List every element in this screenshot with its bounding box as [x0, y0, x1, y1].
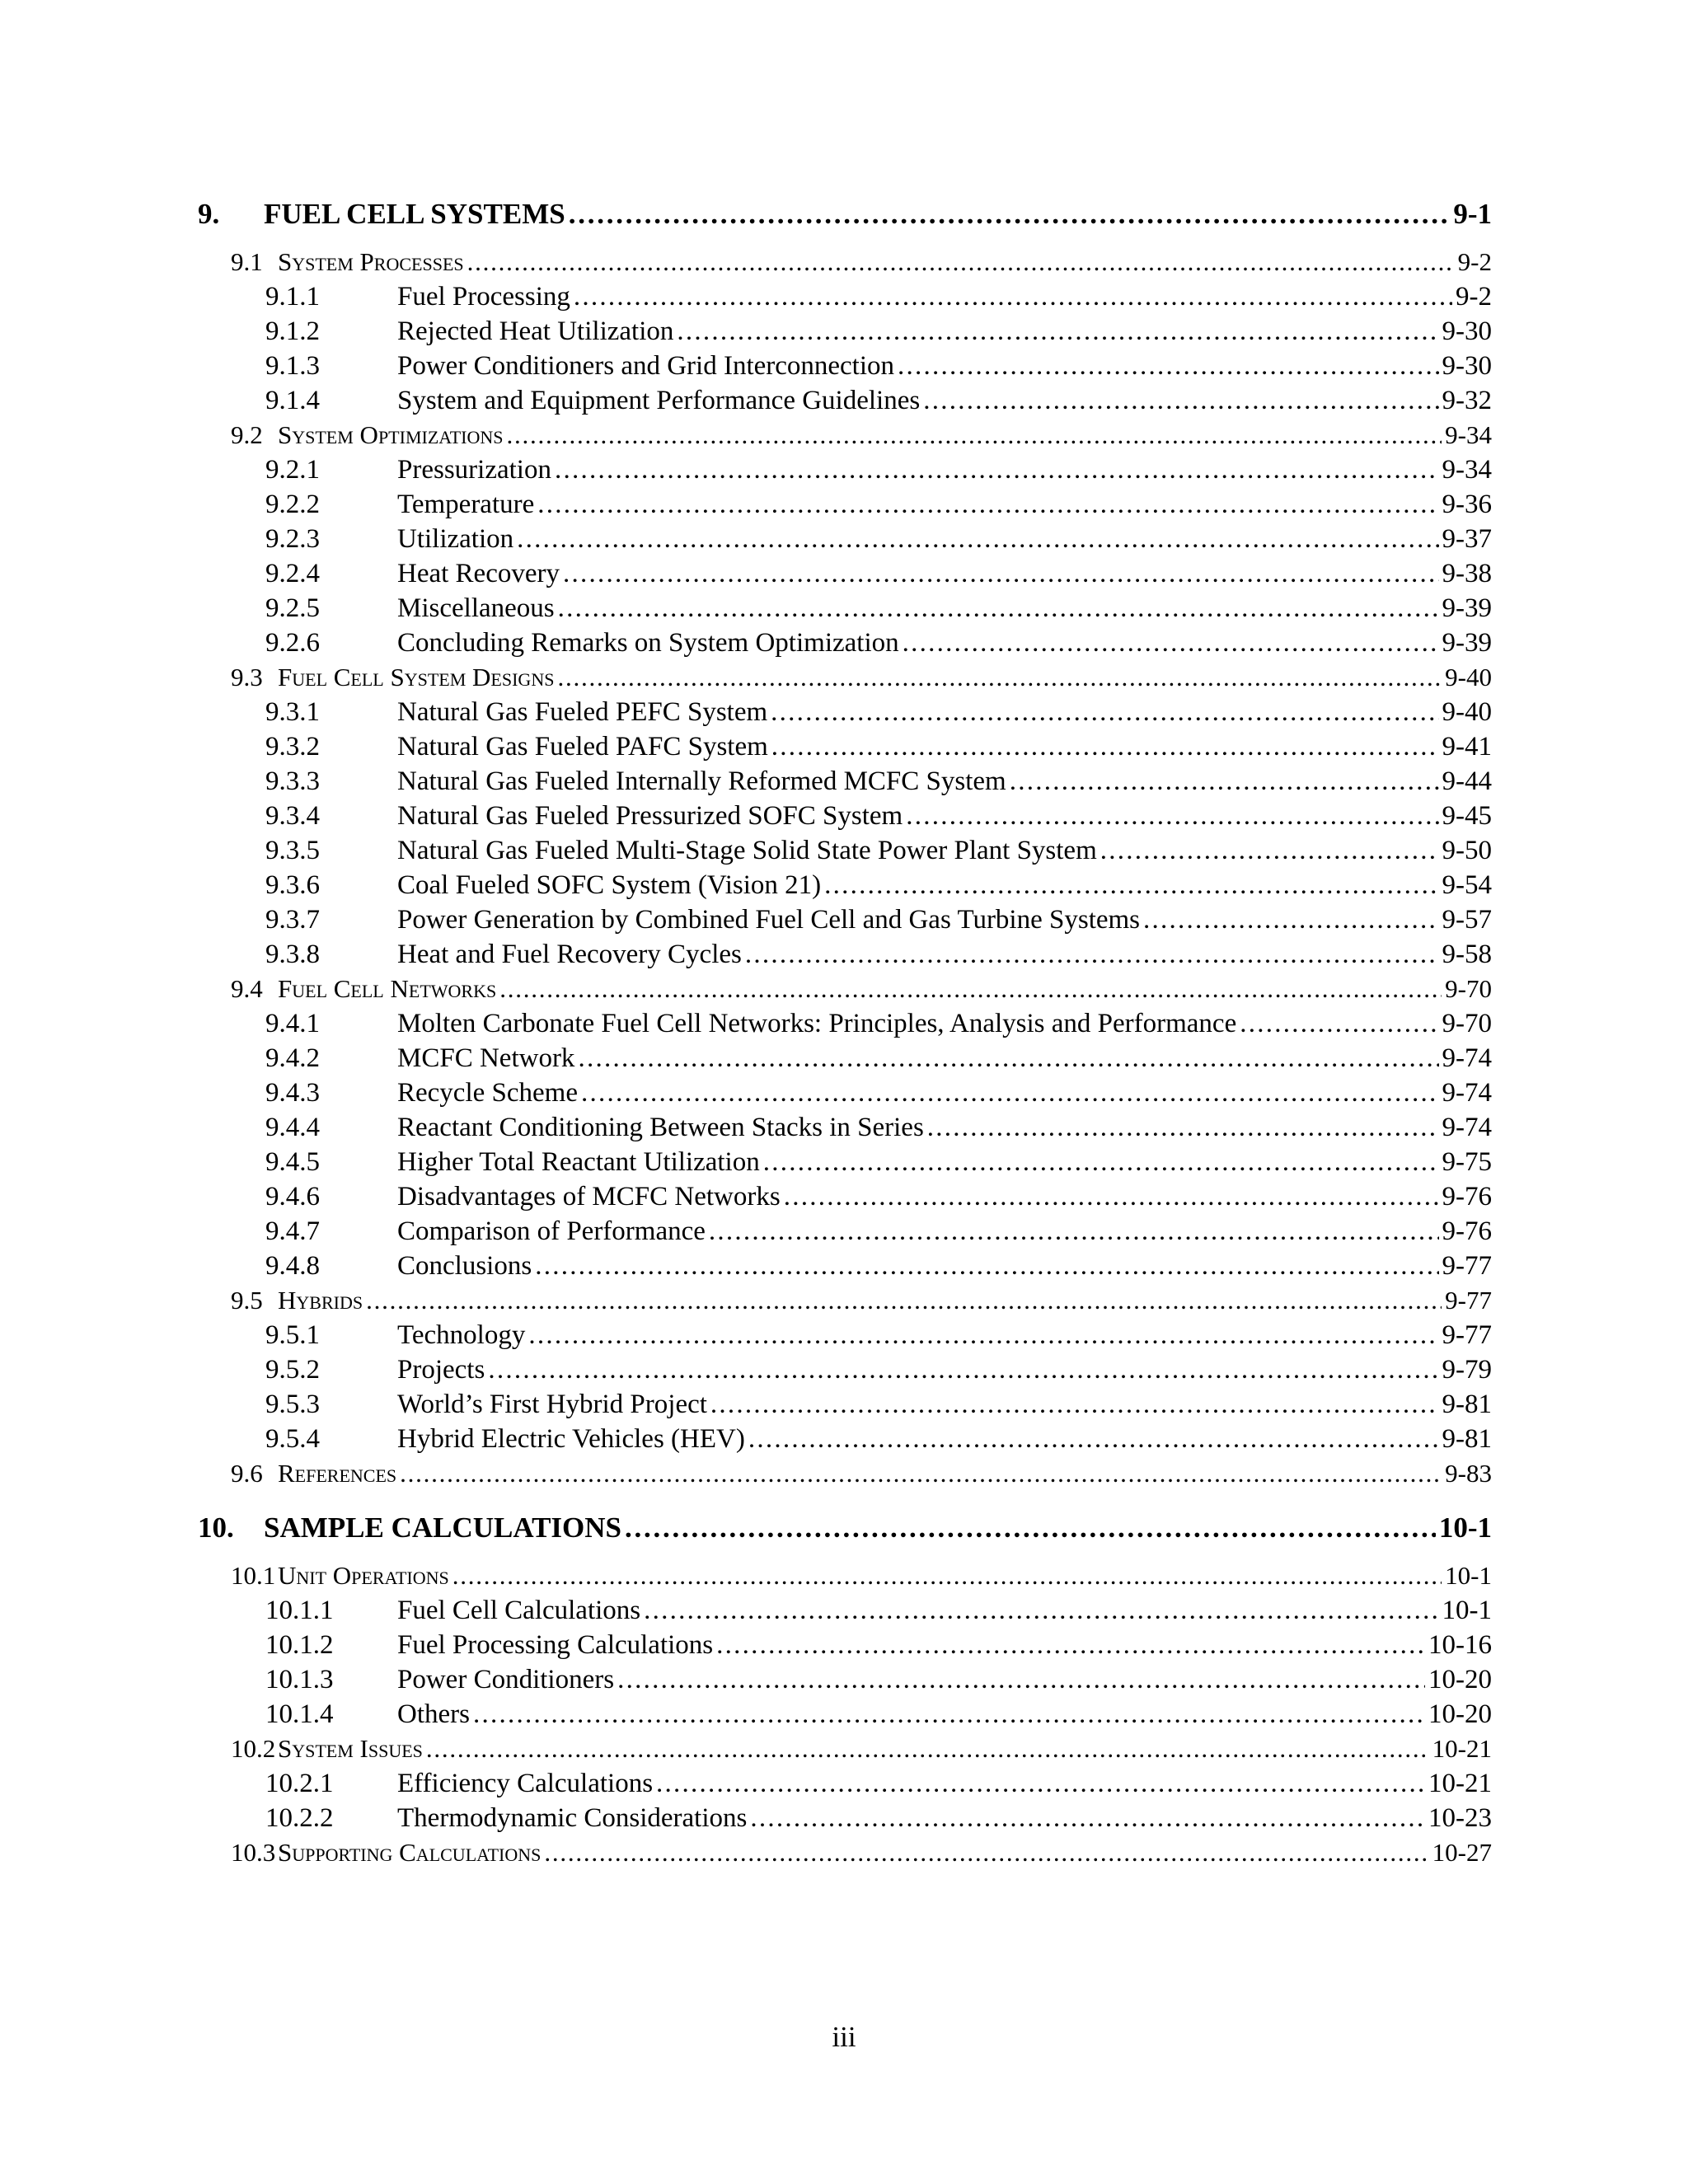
toc-subsection-page[interactable]: 9-41	[1442, 732, 1492, 762]
toc-subsection-page[interactable]: 9-70	[1442, 1009, 1492, 1038]
toc-subsection[interactable]	[198, 1216, 1492, 1251]
toc-subsection-page[interactable]: 9-74	[1442, 1113, 1492, 1142]
toc-subsection-number: 9.5.3	[265, 1390, 320, 1419]
toc-subsection-page[interactable]: 9-30	[1442, 351, 1492, 381]
dot-leader	[771, 732, 1439, 762]
dot-leader	[906, 801, 1438, 832]
toc-subsection-title[interactable]: Heat and Fuel Recovery Cycles	[397, 940, 742, 969]
toc-subsection-number: 9.4.4	[265, 1113, 320, 1142]
toc-chapter-page[interactable]: 10-1	[1438, 1511, 1492, 1544]
toc-subsection[interactable]	[198, 732, 1492, 766]
toc-section-title[interactable]: Fuel Cell Networks	[278, 974, 497, 1003]
toc-section-page[interactable]: 9-77	[1445, 1286, 1492, 1315]
toc-section-number: 10.3	[231, 1838, 276, 1867]
dot-leader	[644, 1596, 1438, 1626]
toc-subsection[interactable]	[198, 1803, 1492, 1838]
toc-section-page[interactable]: 10-27	[1432, 1838, 1492, 1867]
toc-section-number: 9.1	[231, 247, 263, 276]
toc-chapter-number: 10.	[198, 1511, 234, 1544]
toc-section-number: 10.2	[231, 1734, 276, 1763]
dot-leader	[716, 1630, 1425, 1661]
toc-subsection[interactable]	[198, 1596, 1492, 1630]
toc-subsection-number: 9.1.4	[265, 386, 320, 415]
dot-leader	[517, 524, 1438, 555]
toc-subsection-number: 9.2.5	[265, 593, 320, 623]
dot-leader	[473, 1699, 1425, 1730]
toc-subsection-page[interactable]: 9-74	[1442, 1043, 1492, 1073]
toc-subsection-page[interactable]: 9-30	[1442, 316, 1492, 346]
toc-section-number: 10.1	[231, 1561, 276, 1590]
toc-subsection-title[interactable]: Hybrid Electric Vehicles (HEV)	[397, 1424, 745, 1454]
toc-subsection-number: 10.1.4	[265, 1699, 334, 1729]
toc-section-page[interactable]: 9-40	[1445, 663, 1492, 691]
dot-leader	[558, 593, 1439, 624]
toc-subsection-page[interactable]: 9-2	[1456, 282, 1492, 312]
toc-subsection-number: 9.2.3	[265, 524, 320, 554]
dot-leader	[366, 1286, 1442, 1315]
toc-subsection-number: 9.3.7	[265, 905, 320, 935]
dot-leader	[544, 1838, 1428, 1868]
toc-subsection[interactable]	[198, 490, 1492, 524]
toc-subsection-number: 9.1.1	[265, 282, 320, 312]
toc-chapter[interactable]	[198, 198, 1492, 232]
dot-leader	[563, 559, 1439, 589]
toc-section[interactable]	[198, 1838, 1492, 1872]
toc-subsection-page[interactable]: 9-77	[1442, 1251, 1492, 1281]
dot-leader	[625, 1511, 1436, 1544]
toc-subsection-number: 9.5.4	[265, 1424, 320, 1454]
toc-subsection[interactable]	[198, 1009, 1492, 1043]
toc-section-page[interactable]: 9-2	[1457, 247, 1492, 276]
dot-leader	[467, 247, 1455, 277]
toc-subsection-number: 9.3.3	[265, 766, 320, 796]
toc-subsection-title[interactable]: Power Conditioners	[397, 1665, 615, 1694]
dot-leader	[507, 420, 1442, 450]
toc-subsection[interactable]	[198, 351, 1492, 386]
toc-subsection-number: 9.4.3	[265, 1078, 320, 1108]
toc-subsection-title[interactable]: Temperature	[397, 490, 535, 519]
toc-subsection[interactable]	[198, 1043, 1492, 1078]
toc-chapter-number: 9.	[198, 198, 220, 230]
dot-leader	[903, 628, 1439, 658]
toc-subsection[interactable]	[198, 316, 1492, 351]
toc-subsection[interactable]	[198, 628, 1492, 663]
toc-subsection-page[interactable]: 10-20	[1428, 1665, 1492, 1694]
toc-chapter-page[interactable]: 9-1	[1453, 198, 1492, 230]
dot-leader	[578, 1043, 1438, 1074]
toc-section-title[interactable]: System Processes	[278, 247, 464, 276]
toc-subsection[interactable]	[198, 1147, 1492, 1182]
toc-subsection-title[interactable]: Disadvantages of MCFC Networks	[397, 1182, 781, 1212]
toc-section-title[interactable]: Fuel Cell System Designs	[278, 663, 555, 691]
dot-leader	[1143, 905, 1438, 935]
toc-subsection-title[interactable]: Heat Recovery	[397, 559, 560, 588]
dot-leader	[927, 1113, 1439, 1143]
toc-subsection-page[interactable]: 9-34	[1442, 455, 1492, 485]
dot-leader	[709, 1216, 1439, 1247]
toc-subsection[interactable]	[198, 801, 1492, 836]
toc-subsection-page[interactable]: 10-1	[1442, 1596, 1492, 1625]
toc-subsection[interactable]	[198, 1630, 1492, 1665]
toc-subsection-title[interactable]: Concluding Remarks on System Optimization	[397, 628, 899, 658]
toc-subsection-title[interactable]: Technology	[397, 1320, 526, 1350]
dot-leader	[400, 1459, 1442, 1488]
toc-subsection[interactable]	[198, 1355, 1492, 1390]
toc-subsection[interactable]	[198, 524, 1492, 559]
toc-section-title[interactable]: Unit Operations	[278, 1561, 449, 1590]
toc-subsection-page[interactable]: 10-23	[1428, 1803, 1492, 1833]
dot-leader	[537, 490, 1438, 520]
dot-leader	[784, 1182, 1439, 1212]
toc-subsection[interactable]	[198, 1078, 1492, 1113]
toc-subsection[interactable]	[198, 455, 1492, 490]
toc-subsection[interactable]	[198, 1320, 1492, 1355]
toc-subsection-title[interactable]: Rejected Heat Utilization	[397, 316, 674, 346]
toc-section-title[interactable]: Hybrids	[278, 1286, 363, 1315]
toc-subsection[interactable]	[198, 940, 1492, 974]
toc-subsection-number: 10.1.3	[265, 1665, 334, 1694]
toc-subsection-title[interactable]: Fuel Processing Calculations	[397, 1630, 714, 1660]
toc-subsection-page[interactable]: 9-57	[1442, 905, 1492, 935]
dot-leader	[555, 455, 1439, 485]
dot-leader	[710, 1390, 1439, 1420]
dot-leader	[488, 1355, 1438, 1385]
toc-subsection-title[interactable]: Fuel Cell Calculations	[397, 1596, 641, 1625]
dot-leader	[745, 940, 1439, 970]
toc-subsection-title[interactable]: System and Equipment Performance Guidelines	[397, 386, 921, 415]
toc-section-number: 9.6	[231, 1459, 263, 1488]
toc-section-title[interactable]: System Issues	[278, 1734, 423, 1763]
toc-subsection[interactable]	[198, 593, 1492, 628]
toc-subsection-page[interactable]: 9-58	[1442, 940, 1492, 969]
toc-section[interactable]	[198, 974, 1492, 1009]
toc-subsection-page[interactable]: 9-37	[1442, 524, 1492, 554]
toc-subsection-title[interactable]: Conclusions	[397, 1251, 532, 1281]
toc-chapter-title[interactable]: FUEL CELL SYSTEMS	[264, 198, 565, 230]
toc-subsection-title[interactable]: Power Conditioners and Grid Interconnection	[397, 351, 895, 381]
toc-subsection-number: 9.3.6	[265, 870, 320, 900]
toc-subsection-title[interactable]: Miscellaneous	[397, 593, 555, 623]
dot-leader	[1010, 766, 1439, 797]
toc-subsection-title[interactable]: Projects	[397, 1355, 485, 1385]
toc-section-page[interactable]: 9-70	[1445, 974, 1492, 1003]
toc-subsection[interactable]	[198, 1390, 1492, 1424]
toc-subsection-page[interactable]: 9-36	[1442, 490, 1492, 519]
toc-section[interactable]	[198, 247, 1492, 282]
dot-leader	[923, 386, 1438, 416]
dot-leader	[1100, 836, 1439, 866]
toc-subsection-title[interactable]: Natural Gas Fueled Internally Reformed MCFC System	[397, 766, 1006, 796]
toc-subsection-number: 9.5.2	[265, 1355, 320, 1385]
dot-leader	[528, 1320, 1438, 1351]
toc-subsection[interactable]	[198, 1699, 1492, 1734]
toc-subsection-number: 9.5.1	[265, 1320, 320, 1350]
toc-subsection-page[interactable]: 9-50	[1442, 836, 1492, 865]
toc-subsection[interactable]	[198, 1251, 1492, 1286]
toc-subsection-page[interactable]: 9-40	[1442, 697, 1492, 727]
dot-leader	[581, 1078, 1439, 1108]
toc-chapter-title[interactable]: SAMPLE CALCULATIONS	[264, 1511, 621, 1544]
toc-subsection-number: 9.2.1	[265, 455, 320, 485]
toc-subsection[interactable]	[198, 1769, 1492, 1803]
toc-subsection[interactable]	[198, 836, 1492, 870]
dot-leader	[574, 282, 1452, 312]
toc-subsection-title[interactable]: Power Generation by Combined Fuel Cell and Gas Turbine Systems	[397, 905, 1141, 935]
toc-subsection-number: 9.3.5	[265, 836, 320, 865]
toc-subsection-page[interactable]: 9-76	[1442, 1182, 1492, 1212]
toc-subsection-number: 9.4.6	[265, 1182, 320, 1212]
toc-subsection-number: 9.4.5	[265, 1147, 320, 1177]
toc-section[interactable]	[198, 663, 1492, 697]
dot-leader	[535, 1251, 1438, 1282]
toc-subsection-page[interactable]: 9-81	[1442, 1390, 1492, 1419]
dot-leader	[763, 1147, 1439, 1178]
toc-subsection-title[interactable]: Higher Total Reactant Utilization	[397, 1147, 760, 1177]
toc-subsection-page[interactable]: 9-45	[1442, 801, 1492, 831]
toc-subsection[interactable]	[198, 1665, 1492, 1699]
toc-subsection-number: 9.3.8	[265, 940, 320, 969]
toc-section[interactable]	[198, 1286, 1492, 1320]
toc-subsection-page[interactable]: 9-76	[1442, 1216, 1492, 1246]
toc-subsection[interactable]	[198, 282, 1492, 316]
toc-subsection-number: 10.2.1	[265, 1769, 334, 1798]
dot-leader	[656, 1769, 1425, 1799]
toc-section-page[interactable]: 10-1	[1445, 1561, 1492, 1590]
toc-subsection-number: 10.1.1	[265, 1596, 334, 1625]
toc-subsection-title[interactable]: Natural Gas Fueled PAFC System	[397, 732, 768, 762]
dot-leader	[748, 1424, 1439, 1455]
toc-subsection-number: 9.3.1	[265, 697, 320, 727]
toc-subsection-number: 9.3.2	[265, 732, 320, 762]
toc-section-title[interactable]: System Optimizations	[278, 420, 504, 449]
toc-subsection-title[interactable]: Utilization	[397, 524, 514, 554]
toc-subsection[interactable]	[198, 386, 1492, 420]
toc-subsection-title[interactable]: Coal Fueled SOFC System (Vision 21)	[397, 870, 822, 900]
toc-subsection-title[interactable]: MCFC Network	[397, 1043, 575, 1073]
toc-subsection-title[interactable]: Thermodynamic Considerations	[397, 1803, 748, 1833]
toc-subsection-number: 9.4.8	[265, 1251, 320, 1281]
toc-section[interactable]	[198, 420, 1492, 455]
toc-section-number: 9.3	[231, 663, 263, 691]
dot-leader	[824, 870, 1438, 901]
toc-subsection-title[interactable]: World’s First Hybrid Project	[397, 1390, 707, 1419]
toc-subsection-page[interactable]: 9-44	[1442, 766, 1492, 796]
dot-leader	[557, 663, 1442, 692]
toc-subsection-title[interactable]: Pressurization	[397, 455, 551, 485]
toc-section[interactable]	[198, 1459, 1492, 1493]
dot-leader	[452, 1561, 1442, 1591]
dot-leader	[426, 1734, 1429, 1764]
toc-subsection-title[interactable]: Efficiency Calculations	[397, 1769, 654, 1798]
toc-subsection-page[interactable]: 9-39	[1442, 628, 1492, 658]
toc-subsection-page[interactable]: 9-81	[1442, 1424, 1492, 1454]
toc-subsection-page[interactable]: 9-32	[1442, 386, 1492, 415]
toc-subsection[interactable]	[198, 1424, 1492, 1459]
toc-subsection-number: 9.2.2	[265, 490, 320, 519]
dot-leader	[677, 316, 1438, 347]
toc-subsection-page[interactable]: 10-20	[1428, 1699, 1492, 1729]
toc-subsection-page[interactable]: 10-21	[1428, 1769, 1492, 1798]
dot-leader	[750, 1803, 1425, 1834]
toc-subsection[interactable]	[198, 1182, 1492, 1216]
toc-section-number: 9.2	[231, 420, 263, 449]
dot-leader	[898, 351, 1438, 382]
toc-section-title[interactable]: References	[278, 1459, 397, 1488]
toc-subsection-page[interactable]: 9-54	[1442, 870, 1492, 900]
toc-subsection-page[interactable]: 9-38	[1442, 559, 1492, 588]
toc-subsection[interactable]	[198, 766, 1492, 801]
toc-subsection-title[interactable]: Recycle Scheme	[397, 1078, 578, 1108]
toc-section-title[interactable]: Supporting Calculations	[278, 1838, 542, 1867]
toc-subsection-page[interactable]: 10-16	[1428, 1630, 1492, 1660]
dot-leader	[617, 1665, 1425, 1695]
toc-subsection-title[interactable]: Natural Gas Fueled Multi-Stage Solid State Power Plant System	[397, 836, 1097, 865]
toc-subsection-page[interactable]: 9-77	[1442, 1320, 1492, 1350]
toc-subsection-page[interactable]: 9-74	[1442, 1078, 1492, 1108]
toc-subsection[interactable]	[198, 559, 1492, 593]
toc-subsection-number: 10.1.2	[265, 1630, 334, 1660]
toc-section-number: 9.5	[231, 1286, 263, 1315]
toc-subsection-title[interactable]: Natural Gas Fueled Pressurized SOFC System	[397, 801, 903, 831]
toc-section-page[interactable]: 9-83	[1445, 1459, 1492, 1488]
toc-subsection-page[interactable]: 9-79	[1442, 1355, 1492, 1385]
toc-section[interactable]	[198, 1734, 1492, 1769]
toc-subsection[interactable]	[198, 1113, 1492, 1147]
toc-section-page[interactable]: 9-34	[1445, 420, 1492, 449]
toc-subsection[interactable]	[198, 905, 1492, 940]
dot-leader	[569, 198, 1451, 231]
dot-leader	[1240, 1009, 1438, 1039]
toc-subsection-number: 9.1.3	[265, 351, 320, 381]
dot-leader	[771, 697, 1438, 728]
toc-subsection-title[interactable]: Natural Gas Fueled PEFC System	[397, 697, 768, 727]
toc-subsection-title[interactable]: Comparison of Performance	[397, 1216, 706, 1246]
toc-subsection-title[interactable]: Others	[397, 1699, 470, 1729]
toc-section-page[interactable]: 10-21	[1432, 1734, 1492, 1763]
toc-subsection-number: 9.2.4	[265, 559, 320, 588]
toc-subsection-number: 9.1.2	[265, 316, 320, 346]
toc-subsection-title[interactable]: Molten Carbonate Fuel Cell Networks: Principles, Analysis and Performance	[397, 1009, 1237, 1038]
toc-subsection-number: 9.4.2	[265, 1043, 320, 1073]
page-number: iii	[832, 2021, 856, 2053]
toc-subsection-number: 10.2.2	[265, 1803, 334, 1833]
toc-section-number: 9.4	[231, 974, 263, 1003]
toc-subsection-title[interactable]: Fuel Processing	[397, 282, 570, 312]
toc-subsection[interactable]	[198, 697, 1492, 732]
toc-subsection-title[interactable]: Reactant Conditioning Between Stacks in Series	[397, 1113, 924, 1142]
toc-subsection-number: 9.4.7	[265, 1216, 320, 1246]
toc-subsection-page[interactable]: 9-75	[1442, 1147, 1492, 1177]
toc-subsection-number: 9.3.4	[265, 801, 320, 831]
toc-chapter[interactable]	[198, 1511, 1492, 1546]
dot-leader	[499, 974, 1442, 1004]
table-of-contents	[198, 198, 1492, 1872]
toc-section[interactable]	[198, 1561, 1492, 1596]
toc-subsection-number: 9.2.6	[265, 628, 320, 658]
toc-subsection-page[interactable]: 9-39	[1442, 593, 1492, 623]
toc-subsection[interactable]	[198, 870, 1492, 905]
toc-subsection-number: 9.4.1	[265, 1009, 320, 1038]
